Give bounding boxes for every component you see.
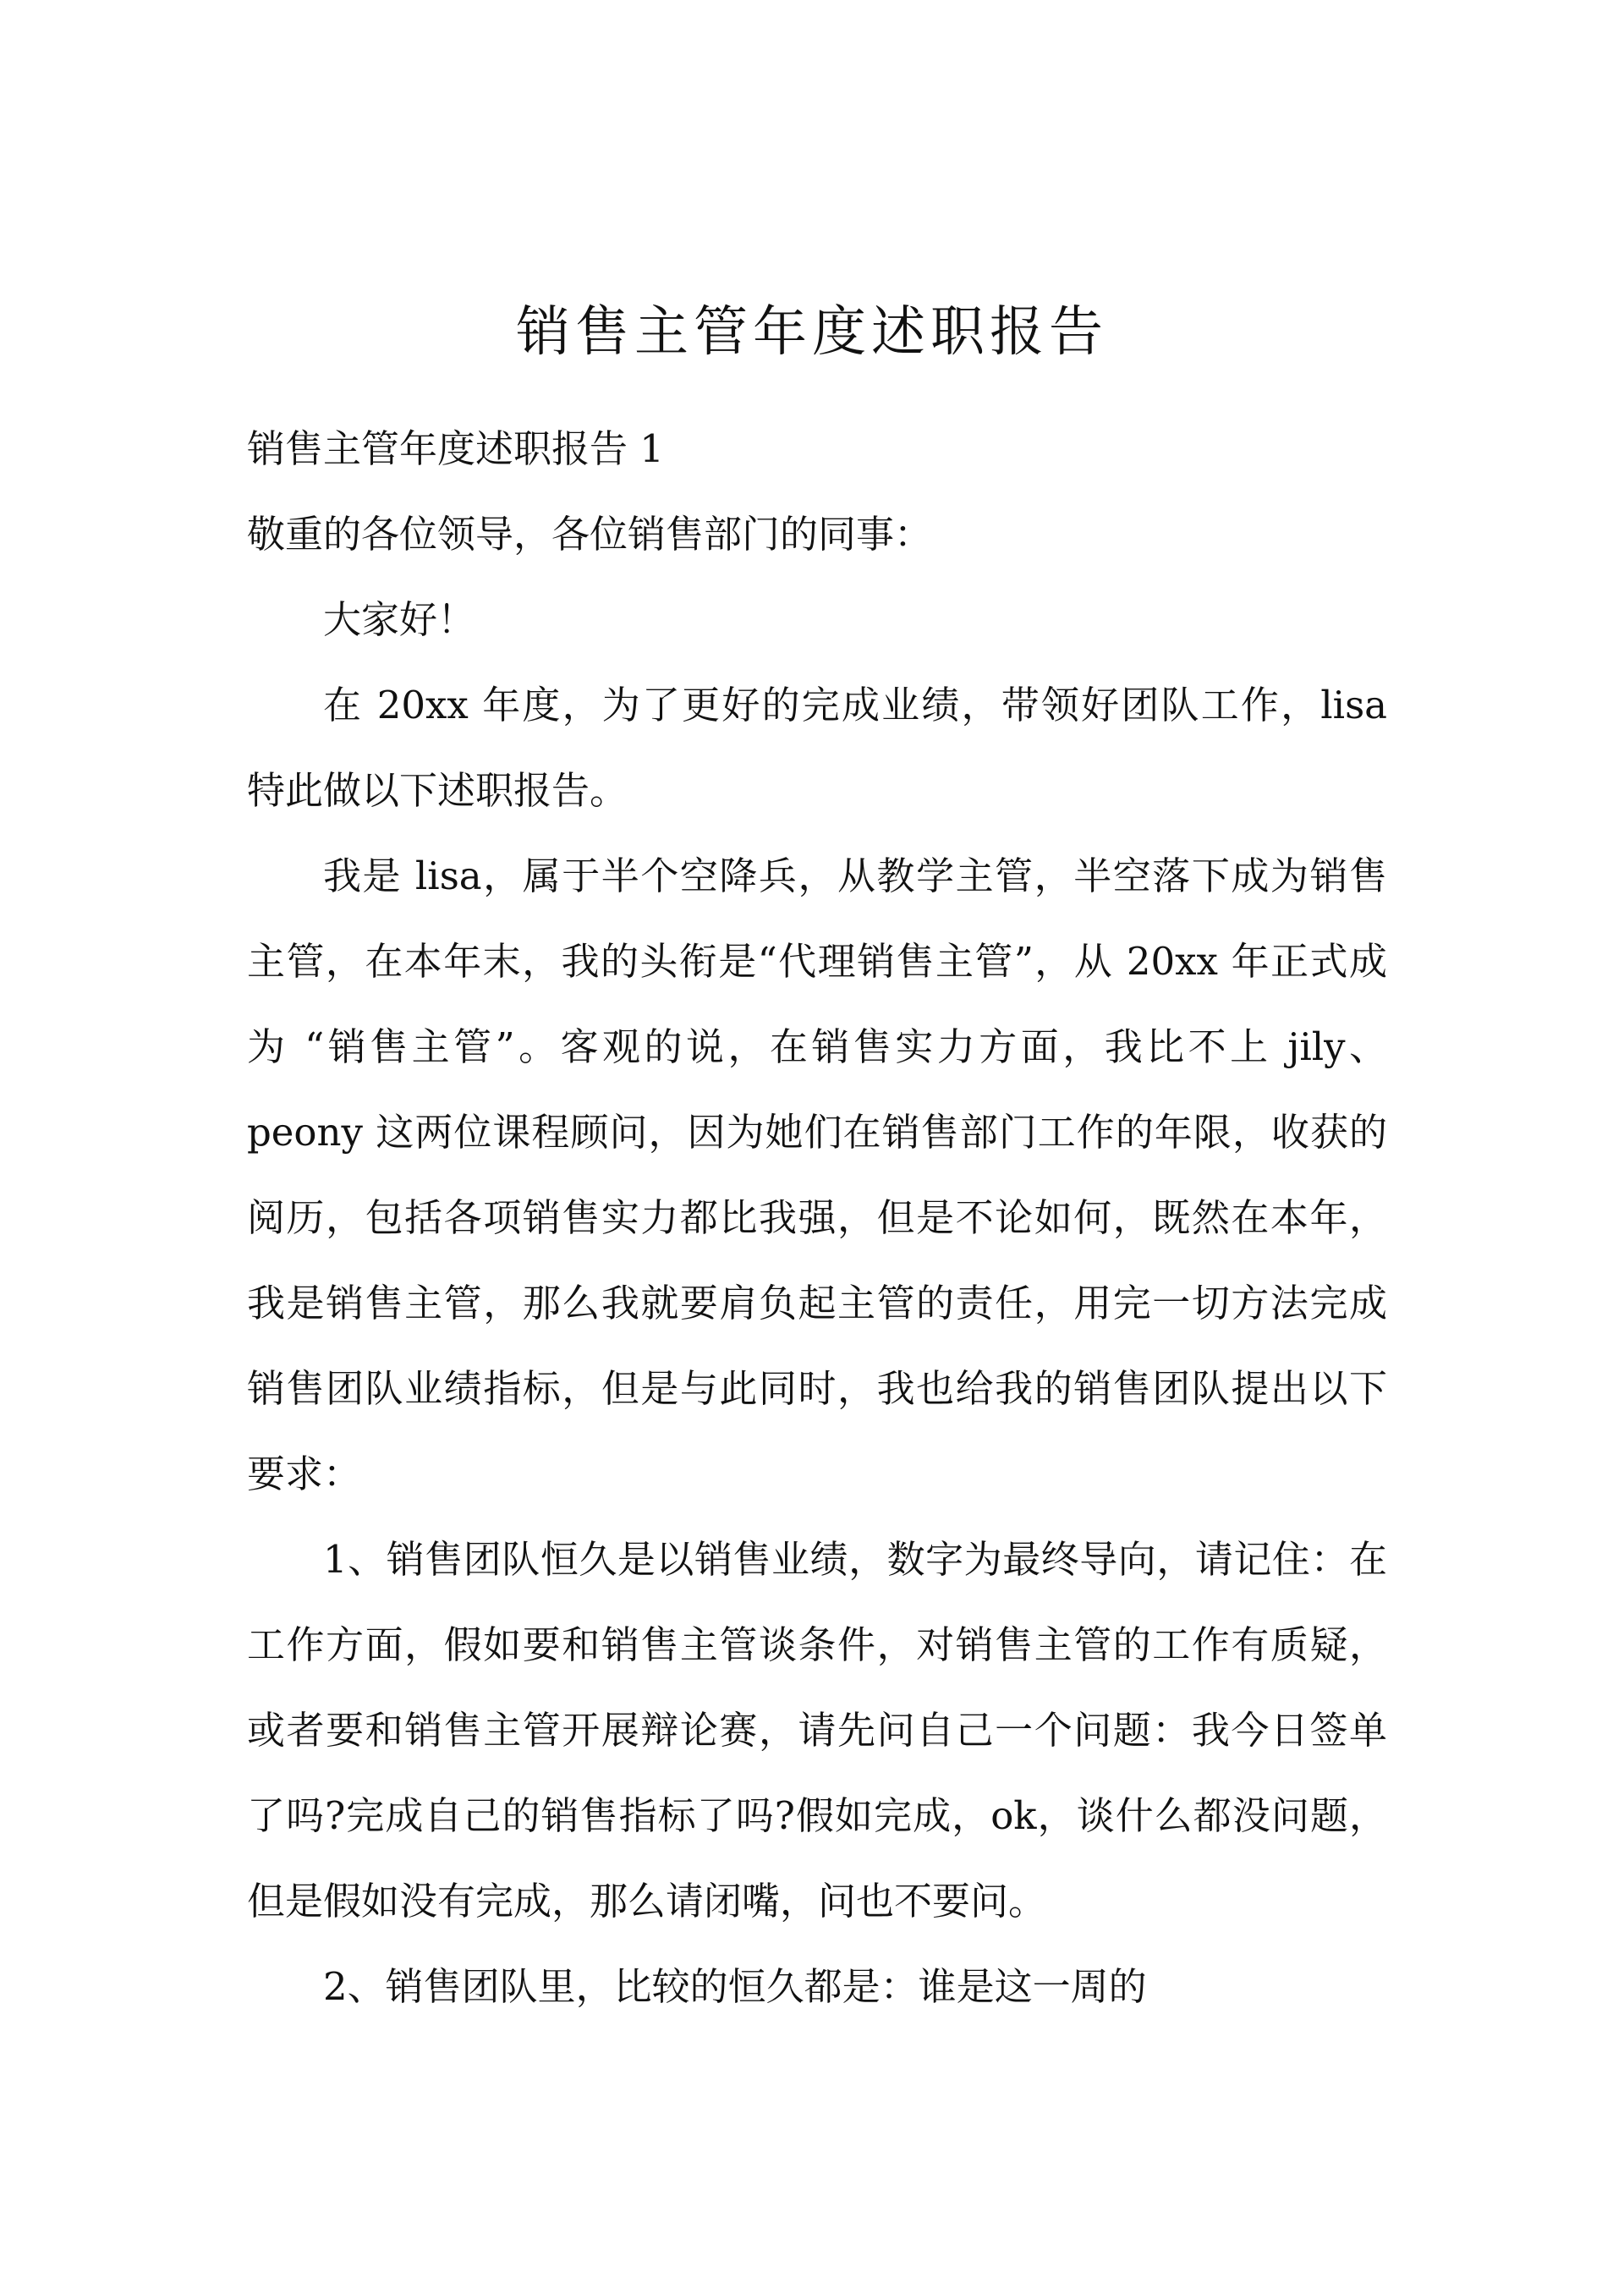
salutation: 敬重的各位领导，各位销售部门的同事： [247,512,933,557]
document-title: 销售主管年度述职报告 [516,300,1108,364]
paragraph-4: 2、销售团队里，比较的恒久都是：谁是这一周的 [323,1964,1147,2009]
paragraph-2: 我是 lisa，属于半个空降兵，从教学主管，半空落下成为销售主管，在本年末，我的头衔是“代理销售主管”，从 20xx 年正式成为 “销售主管”。客观的说，在销售实力方面，我比不上 jily、peony 这两位课程顾问，因为她们在销售部门工作的年限，收获的阅历，包括各项销售实力都比我强，但是不论如何，既然在本年，我是销售主管，那么我就要肩负起主管的责任，用完一切方法完成销售团队业绩指标，但是与此同时，我也给我的销售团队提出以下要求： [247,853,1387,1496]
paragraph-1: 在 20xx 年度，为了更好的完成业绩，带领好团队工作，lisa 特此做以下述职报告。 [247,683,1387,813]
document-body [247,406,1387,2029]
paragraph-3: 1、销售团队恒久是以销售业绩，数字为最终导向，请记住：在工作方面，假如要和销售主管谈条件，对销售主管的工作有质疑，或者要和销售主管开展辩论赛，请先问自己一个问题：我今日签单了吗?完成自己的销售指标了吗?假如完成，ok，谈什么都没问题，但是假如没有完成，那么请闭嘴，问也不要问。 [247,1537,1387,1924]
section-heading: 销售主管年度述职报告 1 [247,426,664,471]
greeting: 大家好！ [323,597,476,642]
